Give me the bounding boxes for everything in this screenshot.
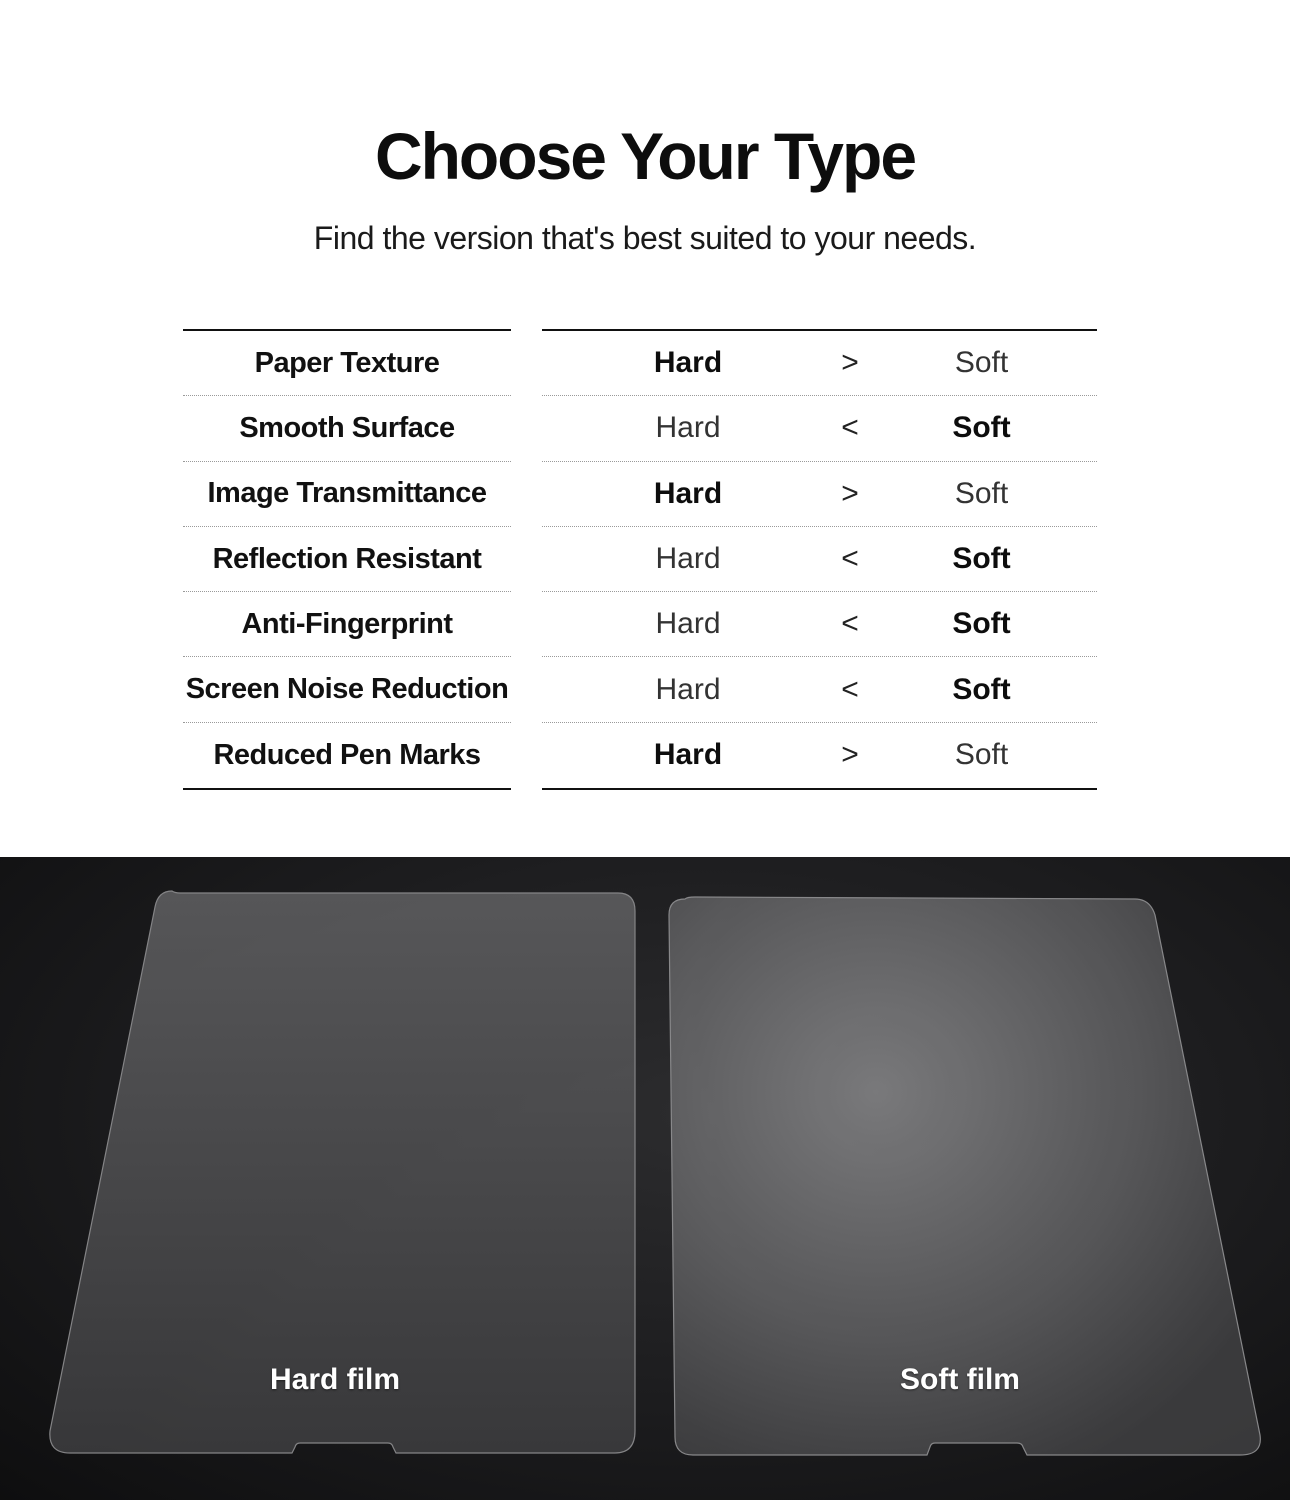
comparison-operator: < (841, 542, 859, 576)
hard-film-image (0, 857, 645, 1500)
comparison-operator: > (841, 346, 859, 380)
hard-film-label: Hard film (269, 1363, 401, 1396)
page-subtitle: Find the version that's best suited to your needs. (313, 220, 977, 256)
comparison-operator: < (841, 607, 859, 641)
soft-value: Soft (952, 411, 1011, 445)
hard-value: Hard (653, 346, 723, 380)
hard-value: Hard (653, 738, 723, 772)
feature-row (183, 657, 511, 722)
feature-label: Image Transmittance (207, 477, 487, 510)
feature-label: Smooth Surface (239, 411, 455, 444)
feature-label: Paper Texture (254, 346, 440, 379)
feature-row (183, 331, 511, 396)
page-title: Choose Your Type (374, 119, 916, 193)
feature-label: Reflection Resistant (212, 542, 482, 575)
hard-value: Hard (655, 672, 721, 706)
soft-value: Soft (952, 607, 1011, 641)
comparison-operator: > (841, 738, 859, 772)
soft-value: Soft (952, 542, 1011, 576)
comparison-row (542, 462, 1097, 527)
comparison-operator: < (841, 411, 859, 445)
feature-label: Anti-Fingerprint (241, 607, 453, 640)
feature-column (183, 329, 511, 790)
soft-film-label: Soft film (900, 1363, 1020, 1396)
feature-row (183, 527, 511, 592)
film-photo (0, 857, 1290, 1500)
comparison-row (542, 331, 1097, 396)
soft-film-shape (645, 857, 1290, 1500)
feature-label: Reduced Pen Marks (213, 738, 481, 771)
comparison-row (542, 396, 1097, 461)
soft-value: Soft (954, 476, 1009, 510)
soft-value: Soft (954, 346, 1009, 380)
soft-value: Soft (952, 672, 1011, 706)
comparison-operator: > (841, 476, 859, 510)
feature-row (183, 396, 511, 461)
hard-value: Hard (655, 542, 721, 576)
comparison-column (542, 329, 1097, 790)
comparison-operator: < (841, 672, 859, 706)
soft-value: Soft (954, 738, 1009, 772)
hard-value: Hard (655, 411, 721, 445)
soft-film-image (645, 857, 1290, 1500)
feature-row (183, 592, 511, 657)
hard-value: Hard (655, 607, 721, 641)
comparison-row (542, 657, 1097, 722)
comparison-row (542, 723, 1097, 788)
comparison-row (542, 592, 1097, 657)
feature-row (183, 723, 511, 788)
feature-label: Screen Noise Reduction (185, 673, 509, 706)
comparison-row (542, 527, 1097, 592)
hard-film-shape (0, 857, 645, 1500)
feature-row (183, 462, 511, 527)
hard-value: Hard (653, 476, 723, 510)
